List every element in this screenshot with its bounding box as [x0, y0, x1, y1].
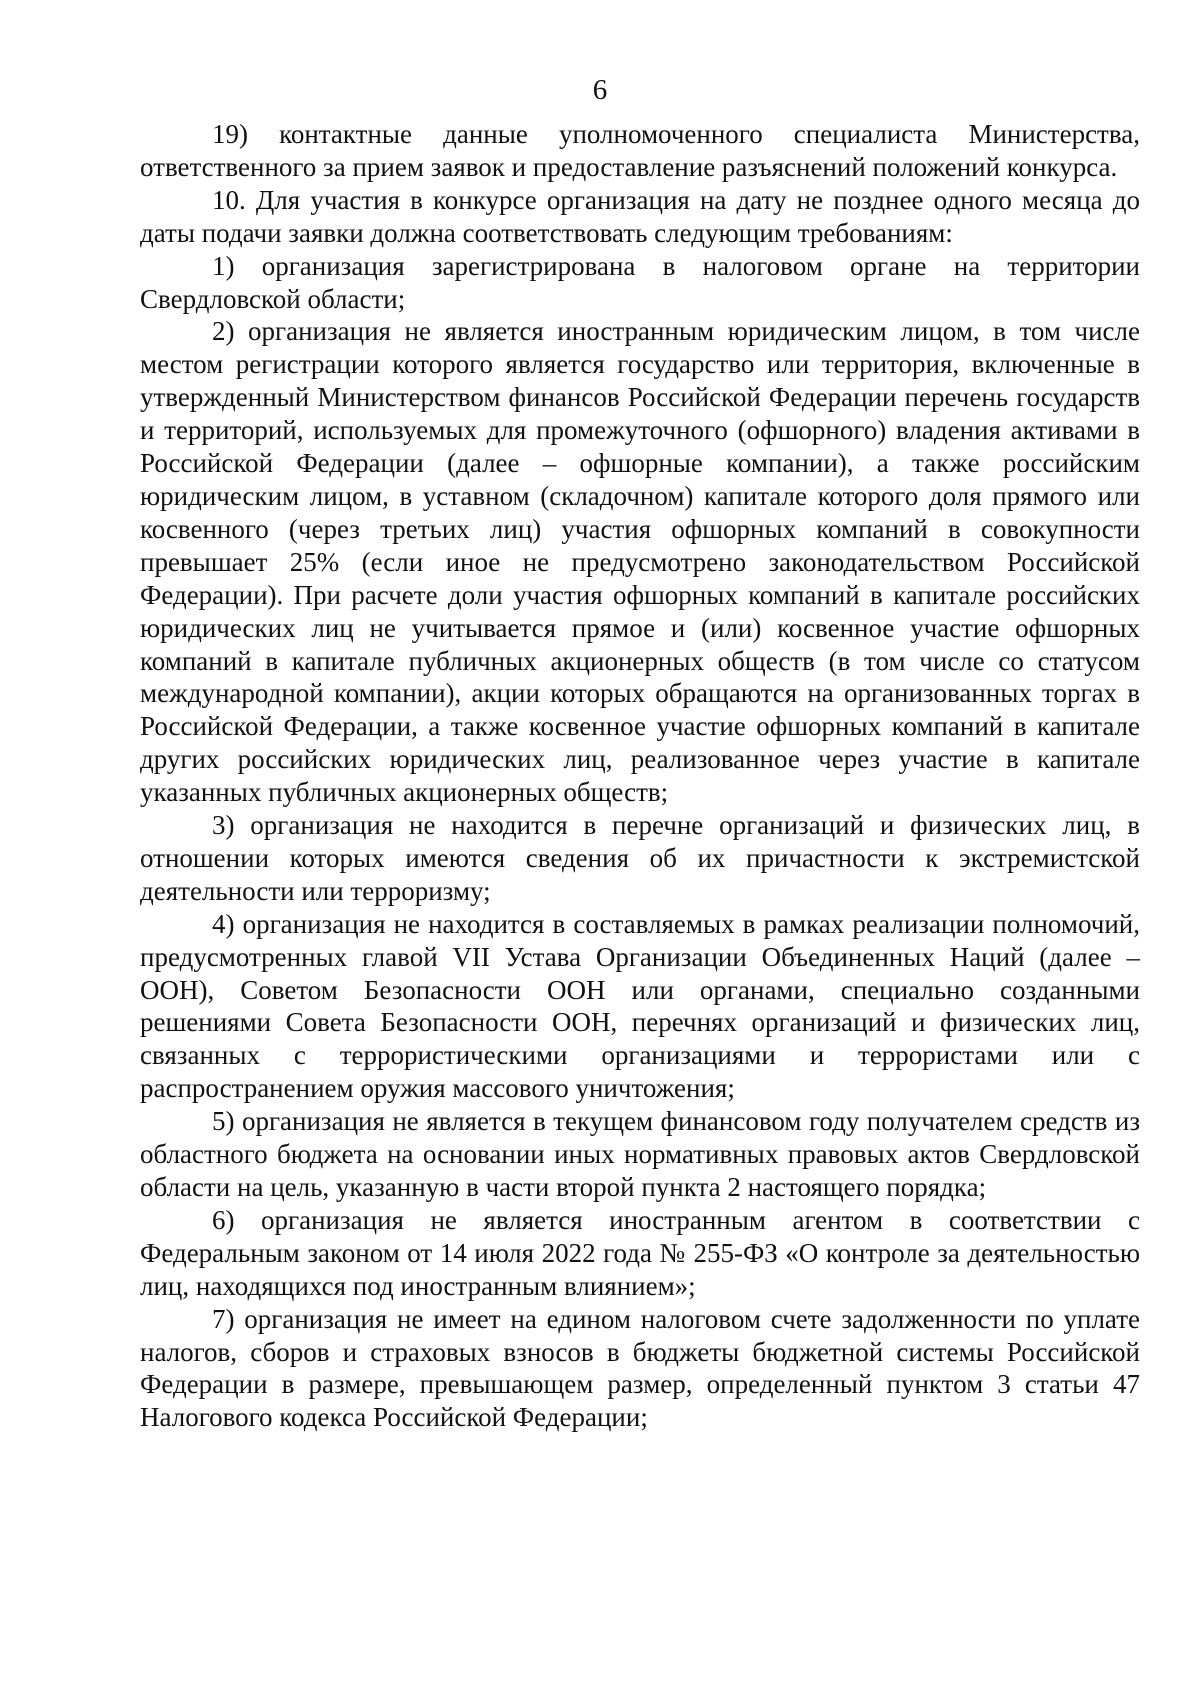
- page-number: 6: [592, 74, 608, 106]
- paragraph-requirement-7: 7) организация не имеет на едином налоговом счете задолженности по уплате налогов, сборов и страховых взносов в бюджеты бюджетной системы Российской Федерации в размере, превышающем размер, определенный пунктом 3 статьи 47 Налогового кодекса Российской Федерации;: [140, 1303, 1140, 1433]
- paragraph-clause-10: 10. Для участия в конкурсе организация на дату не позднее одного месяца до даты подачи заявки должна соответствовать следующим требованиям:: [140, 184, 1140, 248]
- paragraph-requirement-4: 4) организация не находится в составляемых в рамках реализации полномочий, предусмотренных главой VII Устава Организации Объединенных Наций (далее – ООН), Советом Безопасности ООН или органами, специально созданными решениями Совета Безопасности ООН, перечнях организаций и физических лиц, связанных с террористическими организациями и террористами или с распространением оружия массового уничтожения;: [140, 908, 1140, 1104]
- paragraph-requirement-5: 5) организация не является в текущем финансовом году получателем средств из областного бюджета на основании иных нормативных правовых актов Свердловской области на цель, указанную в части второй пункта 2 настоящего порядка;: [140, 1106, 1140, 1202]
- paragraph-requirement-1: 1) организация зарегистрирована в налоговом органе на территории Свердловской области;: [140, 250, 1140, 314]
- paragraph-requirement-6: 6) организация не является иностранным агентом в соответствии с Федеральным законом от 14 июля 2022 года № 255-ФЗ «О контроле за деятельностью лиц, находящихся под иностранным влиянием»;: [140, 1204, 1140, 1301]
- paragraph-item-19: 19) контактные данные уполномоченного специалиста Министерства, ответственного за прием заявок и предоставление разъяснений положений конкурса.: [140, 119, 1140, 182]
- paragraph-requirement-2: 2) организация не является иностранным юридическим лицом, в том числе местом регистрации которого является государство или территория, включенные в утвержденный Министерством финансов Российской Федерации перечень государств и территорий, используемых для промежуточного (офшорного) владения активами в Российской Федерации (далее – офшорные компании), а также российским юридическим лицом, в уставном (складочном) капитале которого доля прямого или косвенного (через третьих лиц) участия офшорных компаний в совокупности превышает 25% (если иное не предусмотрено законодательством Российской Федерации). При расчете доли участия офшорных компаний в капитале российских юридических лиц не учитывается прямое и (или) косвенное участие офшорных компаний в капитале публичных акционерных обществ (в том числе со статусом международной компании), акции которых обращаются на организованных торгах в Российской Федерации, а также косвенное участие офшорных компаний в капитале других российских юридических лиц, реализованное через участие в капитале указанных публичных акционерных обществ;: [140, 316, 1140, 808]
- document-body: [140, 118, 1140, 1434]
- paragraph-requirement-3: 3) организация не находится в перечне организаций и физических лиц, в отношении которых имеются сведения об их причастности к экстремистской деятельности или терроризму;: [140, 810, 1140, 906]
